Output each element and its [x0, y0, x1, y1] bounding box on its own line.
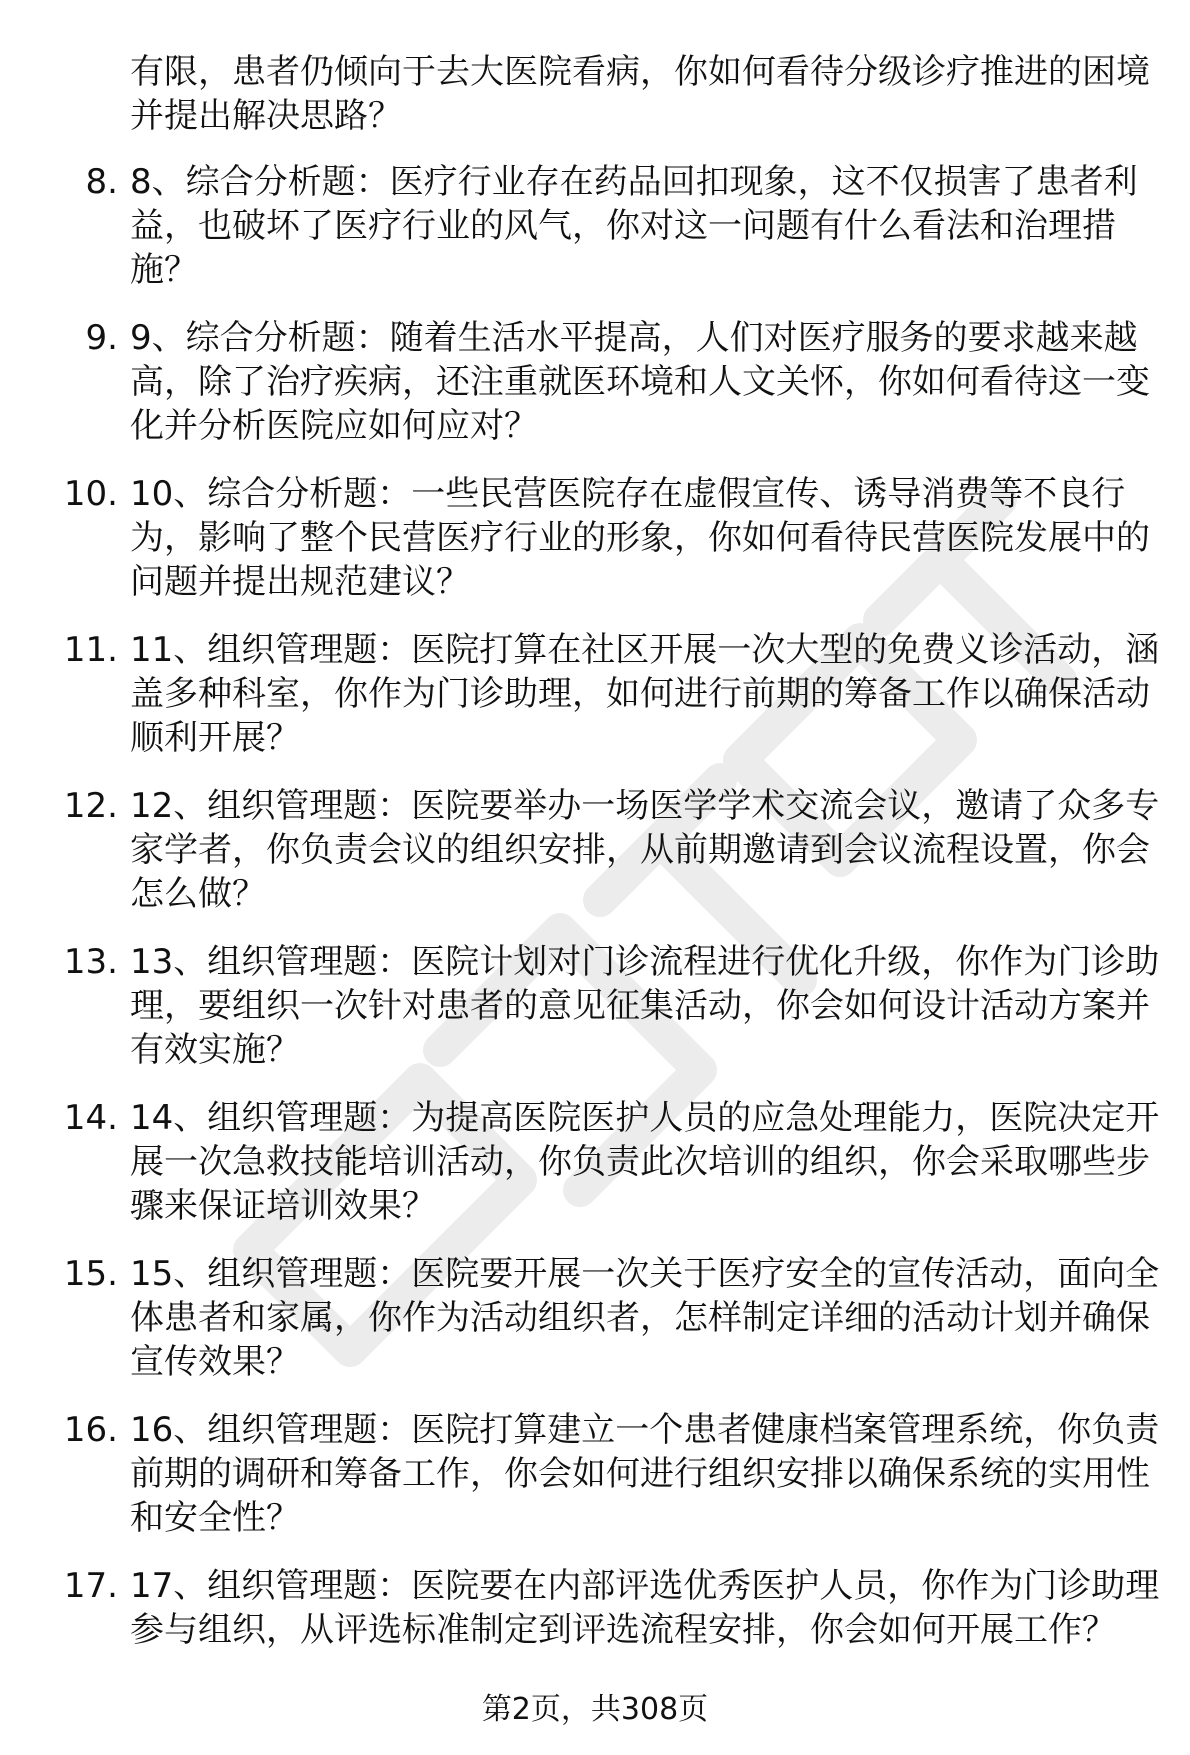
page-footer: 第2页，共308页	[481, 1692, 709, 1727]
list-item-text: 15、组织管理题：医院要开展一次关于医疗安全的宣传活动，面向全体患者和家属，你作为活动组织者，怎样制定详细的活动计划并确保宣传效果？	[130, 1254, 1160, 1382]
list-item-number: 13.	[63, 942, 118, 982]
list-item-text: 9、综合分析题：随着生活水平提高，人们对医疗服务的要求越来越高，除了治疗疾病，还注重就医环境和人文关怀，你如何看待这一变化并分析医院应如何应对？	[130, 318, 1150, 446]
list-item-text: 10、综合分析题：一些民营医院存在虚假宣传、诱导消费等不良行为，影响了整个民营医疗行业的形象，你如何看待民营医院发展中的问题并提出规范建议？	[130, 474, 1150, 602]
list-item	[0, 160, 1160, 292]
list-item-number: 16.	[63, 1410, 118, 1450]
list-item	[0, 940, 1160, 1072]
list-item-number: 15.	[63, 1254, 118, 1294]
list-item-number: 17.	[63, 1566, 118, 1606]
list-item	[0, 1252, 1160, 1384]
list-item	[0, 1096, 1160, 1228]
list-item-text: 14、组织管理题：为提高医院医护人员的应急处理能力，医院决定开展一次急救技能培训活动，你负责此次培训的组织，你会采取哪些步骤来保证培训效果？	[130, 1098, 1160, 1226]
list-item	[0, 472, 1160, 604]
list-item	[0, 784, 1160, 916]
continuation-paragraph: 有限，患者仍倾向于去大医院看病，你如何看待分级诊疗推进的困境并提出解决思路？	[130, 52, 1150, 136]
list-item-number: 14.	[63, 1098, 118, 1138]
list-item-number: 9.	[85, 318, 118, 358]
list-item-text: 12、组织管理题：医院要举办一场医学学术交流会议，邀请了众多专家学者，你负责会议的组织安排，从前期邀请到会议流程设置，你会怎么做？	[130, 786, 1160, 914]
list-item	[0, 628, 1160, 760]
list-item-text: 8、综合分析题：医疗行业存在药品回扣现象，这不仅损害了患者利益，也破坏了医疗行业的风气，你对这一问题有什么看法和治理措施？	[130, 162, 1138, 290]
list-item-text: 17、组织管理题：医院要在内部评选优秀医护人员，你作为门诊助理参与组织，从评选标准制定到评选流程安排，你会如何开展工作？	[130, 1566, 1160, 1650]
list-item-number: 8.	[85, 162, 118, 202]
list-item-text: 16、组织管理题：医院打算建立一个患者健康档案管理系统，你负责前期的调研和筹备工作，你会如何进行组织安排以确保系统的实用性和安全性？	[130, 1410, 1160, 1538]
question-list	[0, 160, 1190, 1676]
list-item-number: 11.	[63, 630, 118, 670]
list-item	[0, 316, 1160, 448]
list-item	[0, 1564, 1160, 1652]
list-item	[0, 1408, 1160, 1540]
list-item-text: 11、组织管理题：医院打算在社区开展一次大型的免费义诊活动，涵盖多种科室，你作为门诊助理，如何进行前期的筹备工作以确保活动顺利开展？	[130, 630, 1160, 758]
list-item-text: 13、组织管理题：医院计划对门诊流程进行优化升级，你作为门诊助理，要组织一次针对患者的意见征集活动，你会如何设计活动方案并有效实施？	[130, 942, 1160, 1070]
list-item-number: 10.	[63, 474, 118, 514]
list-item-number: 12.	[63, 786, 118, 826]
